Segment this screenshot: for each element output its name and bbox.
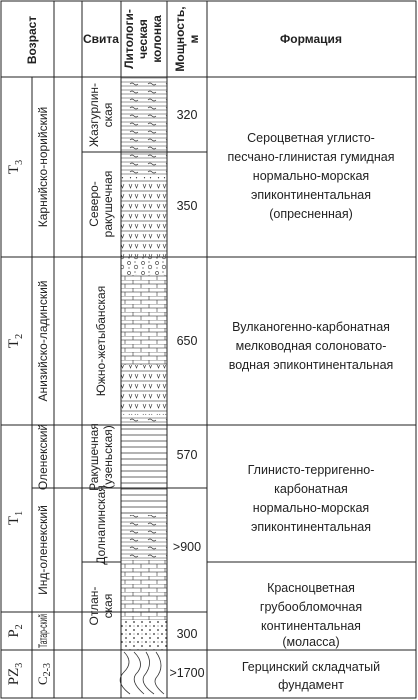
thickness-yuzhno-zhetybanskaya: 650 [176, 334, 198, 348]
stage-c23 [35, 663, 53, 685]
formation-4-line3: континентальная [261, 619, 361, 633]
system-t3-main: T [6, 164, 22, 175]
formation-1-line5: (опресненная) [269, 207, 353, 221]
formation-clay-terrigenous-carbonate [248, 463, 375, 534]
thickness-zhazgurlinskaya: 320 [176, 108, 198, 122]
table-header [25, 6, 342, 71]
header-formation: Формация [280, 32, 342, 46]
formation-volcanic-carbonate [229, 320, 394, 372]
header-litho-line3: колонка [150, 15, 164, 63]
system-t1-sub: 1 [14, 510, 25, 516]
folded-basement-pattern [120, 652, 164, 694]
formation-hercynian-basement [242, 660, 380, 692]
svg-text:PZ3 [6, 663, 25, 686]
suite-severo-rakushechnaya-line2: ракушечная [101, 170, 115, 238]
header-thickness [173, 6, 201, 71]
thickness-otlanskaya: 300 [176, 627, 198, 641]
svg-text:T1 [6, 511, 25, 525]
formation-1-line1: Сероцветная углисто- [247, 131, 375, 145]
formation-1-line3: нормально-морская [252, 169, 370, 183]
formation-2-line1: Вулканогенно-карбонатная [232, 320, 390, 334]
suite-yuzhno-zhetybanskaya: Южно-жетыбанская [94, 285, 108, 397]
header-litho [122, 9, 164, 69]
formation-5-line1: Герцинский складчатый [241, 660, 381, 674]
system-t1-main: T [6, 515, 22, 526]
thickness-rakushechnaya: 570 [176, 448, 198, 462]
suite-otlanskaya-line2: ская [101, 593, 115, 619]
suite-dolnapinskaya: Долнапинская [94, 485, 108, 565]
system-t2-sub: 2 [14, 333, 25, 339]
thickness-dolnapinskaya: >900 [172, 540, 202, 554]
system-t2 [6, 334, 25, 348]
suite-severo-rakushechnaya-line1: Северо- [87, 181, 101, 227]
svg-text:T2 [6, 334, 25, 348]
header-litho-line1: Литологи- [122, 9, 136, 69]
formations-column [228, 131, 395, 692]
thickness-basement: >1700 [169, 666, 205, 680]
suite-severo-rakushechnaya [87, 171, 115, 238]
formation-4-line1: Красноцветная [267, 581, 355, 595]
svg-text:P2 [6, 624, 25, 637]
suite-otlanskaya-line1: Отлан- [87, 586, 101, 626]
stage-olenekian: Оленекский [36, 423, 50, 491]
system-pz3 [6, 663, 25, 686]
header-suite: Свита [83, 32, 119, 46]
formation-4-line4: (моласса) [282, 635, 340, 649]
stage-karnian-norian: Карнийско-норийский [36, 106, 50, 228]
stage-anisian-ladinian: Анизийско-ладинский [36, 280, 50, 402]
formation-red-molasse [260, 581, 362, 649]
stages-column [35, 107, 53, 685]
stage-c23-main: C [35, 676, 50, 686]
system-p2-main: P [6, 629, 22, 638]
thickness-severo-rakushechnaya: 350 [176, 199, 198, 213]
header-litho-line2: ческая [136, 19, 150, 59]
systems-column [6, 160, 25, 685]
header-thickness-line2: м [187, 34, 201, 44]
system-t2-main: T [6, 338, 22, 349]
system-p2 [6, 624, 25, 637]
stage-induan-olenekian: Инд-оленекский [36, 505, 50, 595]
system-p2-sub: 2 [14, 624, 25, 630]
system-pz3-sub: 3 [14, 662, 25, 668]
formation-1-line2: песчано-глинистая гумидная [227, 150, 395, 164]
header-age: Возраст [25, 15, 39, 65]
formation-5-line2: фундамент [278, 678, 344, 692]
suites-column [87, 83, 115, 625]
stage-tatarian: Татар-ский [36, 587, 50, 648]
suite-zhazgurlinskaya [87, 83, 115, 147]
system-t1 [6, 511, 25, 525]
suite-otlanskaya [87, 587, 115, 626]
formation-3-line4: эпиконтинентальная [250, 520, 372, 534]
formation-4-line2: грубообломочная [259, 600, 363, 614]
suite-zhazgurlinskaya-line1: Жазгурлин- [87, 82, 101, 148]
svg-text:C2-3 [35, 663, 53, 685]
formation-3-line3: нормально-морская [252, 501, 370, 515]
formation-2-line3: водная эпиконтинентальная [228, 358, 394, 372]
header-thickness-line1: Мощность, [173, 6, 187, 72]
thickness-column [169, 108, 204, 680]
formation-1-line4: эпиконтинентальная [250, 188, 372, 202]
suite-rakushechnaya-line1: Ракушечная [87, 423, 101, 491]
formation-3-line1: Глинисто-терригенно- [247, 463, 375, 477]
stage-c23-sub: 2-3 [42, 662, 53, 677]
formation-gray-coal-bearing [228, 131, 395, 221]
system-t3-sub: 3 [14, 159, 25, 165]
system-pz3-main: PZ [6, 667, 22, 686]
suite-rakushechnaya-uzenskaya [87, 423, 115, 491]
svg-text:T3 [6, 160, 25, 174]
system-t3 [6, 160, 25, 174]
formation-3-line2: карбонатная [274, 482, 348, 496]
suite-zhazgurlinskaya-line2: ская [101, 102, 115, 128]
lithologic-column [120, 77, 167, 694]
formation-2-line2: мелководная солоновато- [235, 339, 387, 353]
suite-rakushechnaya-line2: (узеньская) [101, 425, 115, 489]
